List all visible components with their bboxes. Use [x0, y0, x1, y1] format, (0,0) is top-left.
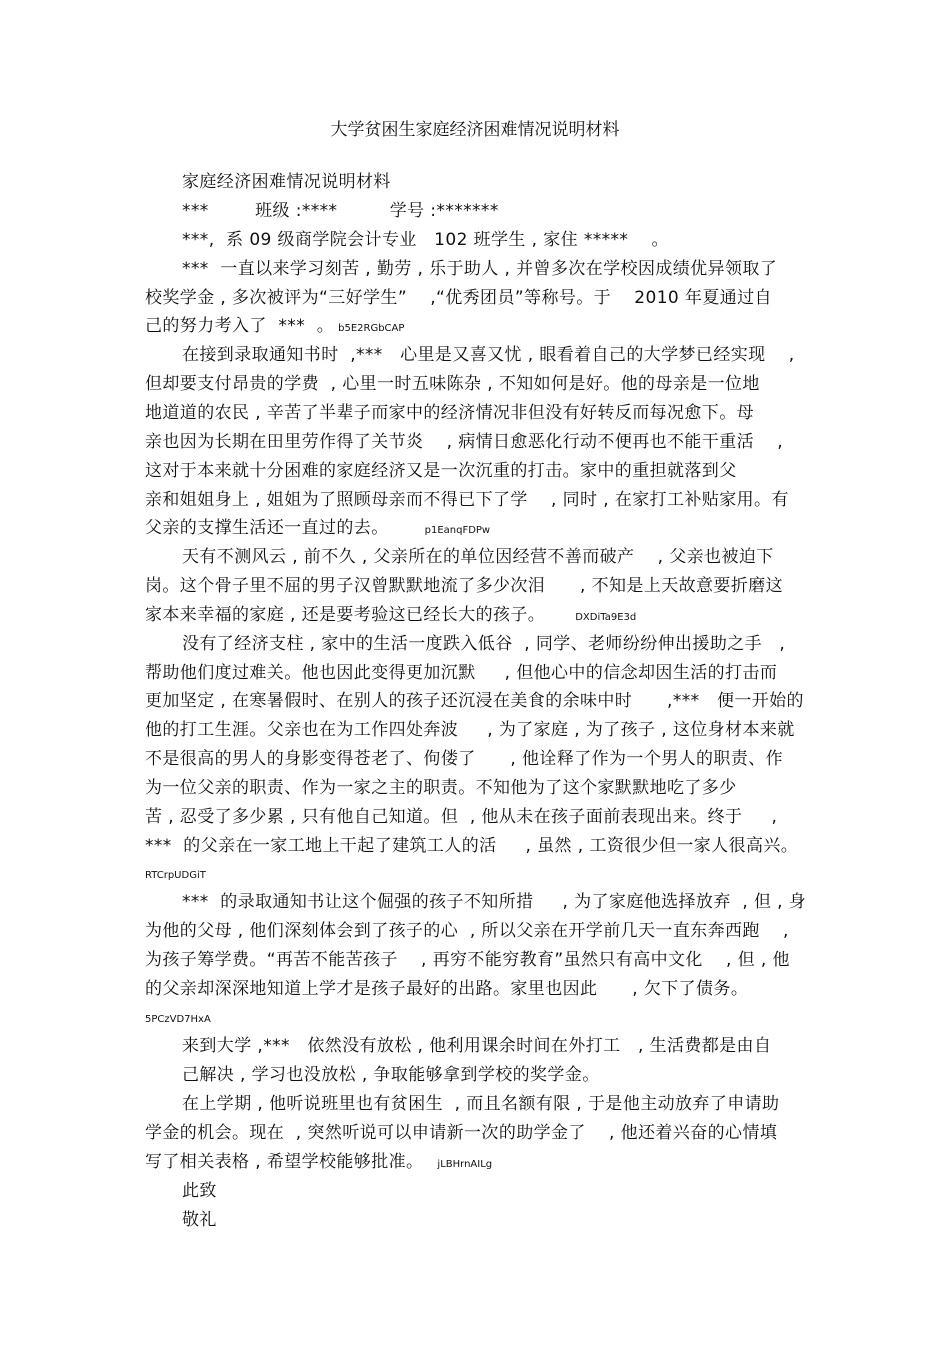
paragraph-line: *** 一直以来学习刻苦 , 勤劳 , 乐于助人 , 并曾多次在学校因成绩优异领取了 — [182, 259, 778, 279]
code-mark: b5E2RGbCAP — [338, 323, 405, 334]
subtitle: 家庭经济困难情况说明材料 — [182, 172, 391, 192]
paragraph-line: 家本来幸福的家庭 , 还是要考验这已经长大的孩子。 DXDiTa9E3d — [145, 605, 637, 625]
student-info: *** 班级 :**** 学号 :******* — [182, 201, 499, 221]
closing-salutation: 敬礼 — [182, 1210, 217, 1230]
paragraph-line: 没有了经济支柱 , 家中的生活一度跌入低谷 , 同学、老师纷纷伸出援助之手 , — [182, 634, 786, 654]
paragraph-line: 己的努力考入了 *** 。 b5E2RGbCAP — [145, 316, 405, 336]
paragraph-line: 岗。这个骨子里不屈的男子汉曾默默地流了多少次泪 , 不知是上天故意要折磨这 — [145, 576, 784, 596]
paragraph-line: 在上学期 , 他听说班里也有贫困生 , 而且名额有限 , 于是他主动放弃了申请助 — [182, 1094, 780, 1114]
paragraph-line: *** 的录取通知书让这个倔强的孩子不知所措 , 为了家庭他选择放弃 , 但 , 身 — [182, 892, 807, 912]
paragraph-line: 但却要支付昂贵的学费 , 心里一时五味陈杂 , 不知如何是好。他的母亲是一位地 — [145, 374, 760, 394]
code-mark: jLBHrnAILg — [437, 1159, 493, 1170]
paragraph-line: 亲和姐姐身上 , 姐姐为了照顾母亲而不得已下了学 , 同时 , 在家打工补贴家用。有 — [145, 490, 789, 510]
paragraph-line: 为他的父母 , 他们深刻体会到了孩子的心 , 所以父亲在开学前几天一直东奔西跑 , — [145, 921, 789, 941]
code-mark: 5PCzVD7HxA — [145, 1014, 211, 1025]
paragraph-line: 为孩子筹学费。“再苦不能苦孩子 , 再穷不能穷教育”虽然只有高中文化 , 但 , 他 — [145, 950, 790, 970]
paragraph-line: 更加坚定 , 在寒暑假时、在别人的孩子还沉浸在美食的余味中时 ,*** 便一开始的 — [145, 691, 804, 711]
paragraph-line: 不是很高的男人的身影变得苍老了、佝偻了 , 他诠释了作为一个男人的职责、作 — [145, 749, 784, 769]
paragraph-line: 校奖学金 , 多次被评为“三好学生” ,“优秀团员”等称号。于 2010 年夏通过自 — [145, 288, 772, 308]
paragraph-line: ***, 系 09 级商学院会计专业 102 班学生 , 家住 ***** 。 — [182, 230, 669, 250]
paragraph-line: 父亲的支撑生活还一直过的去。 p1EanqFDPw — [145, 518, 491, 538]
paragraph-line: 帮助他们度过难关。他也因此变得更加沉默 , 但他心中的信念却因生活的打击而 — [145, 663, 778, 683]
paragraph-line: 来到大学 ,*** 依然没有放松 , 他利用课余时间在外打工 , 生活费都是由自 — [182, 1036, 772, 1056]
paragraph-line: 写了相关表格 , 希望学校能够批准。 jLBHrnAILg — [145, 1152, 493, 1172]
paragraph-line: 地道道的农民 , 辛苦了半辈子而家中的经济情况非但没有好转反而每况愈下。母 — [145, 403, 755, 423]
paragraph-line: 在接到录取通知书时 ,*** 心里是又喜又忧 , 眼看着自己的大学梦已经实现 , — [182, 345, 795, 365]
closing-line: 此致 — [182, 1181, 217, 1201]
paragraph-line: *** 的父亲在一家工地上干起了建筑工人的活 , 虽然 , 工资很少但一家人很高兴。 — [145, 836, 799, 856]
paragraph-line: 学金的机会。现在 , 突然听说可以申请新一次的助学金了 , 他还着兴奋的心情填 — [145, 1123, 778, 1143]
paragraph-line: 的父亲却深深地知道上学才是孩子最好的出路。家里也因此 , 欠下了债务。 — [145, 979, 749, 999]
paragraph-line: 苦 , 忍受了多少累 , 只有他自己知道。但 , 他从未在孩子面前表现出来。终于 , — [145, 807, 778, 827]
paragraph-line: 亲也因为长期在田里劳作得了关节炎 , 病情日愈恶化行动不便再也不能干重活 , — [145, 432, 784, 452]
paragraph-line: 为一位父亲的职责、作为一家之主的职责。不知他为了这个家默默地吃了多少 — [145, 778, 737, 798]
code-mark: RTCrpUDGiT — [145, 870, 206, 881]
paragraph-line: 天有不测风云 , 前不久 , 父亲所在的单位因经营不善而破产 , 父亲也被迫下 — [182, 547, 774, 567]
paragraph-line: 己解决 , 学习也没放松 , 争取能够拿到学校的奖学金。 — [182, 1065, 600, 1085]
paragraph-line: 这对于本来就十分困难的家庭经济又是一次沉重的打击。家中的重担就落到父 — [145, 461, 737, 481]
document-title: 大学贫困生家庭经济困难情况说明材料 — [330, 120, 620, 140]
code-mark: DXDiTa9E3d — [575, 612, 637, 623]
paragraph-line: 他的打工生涯。父亲也在为工作四处奔波 , 为了家庭 , 为了孩子 , 这位身材本来就 — [145, 720, 795, 740]
code-mark: p1EanqFDPw — [424, 525, 491, 536]
